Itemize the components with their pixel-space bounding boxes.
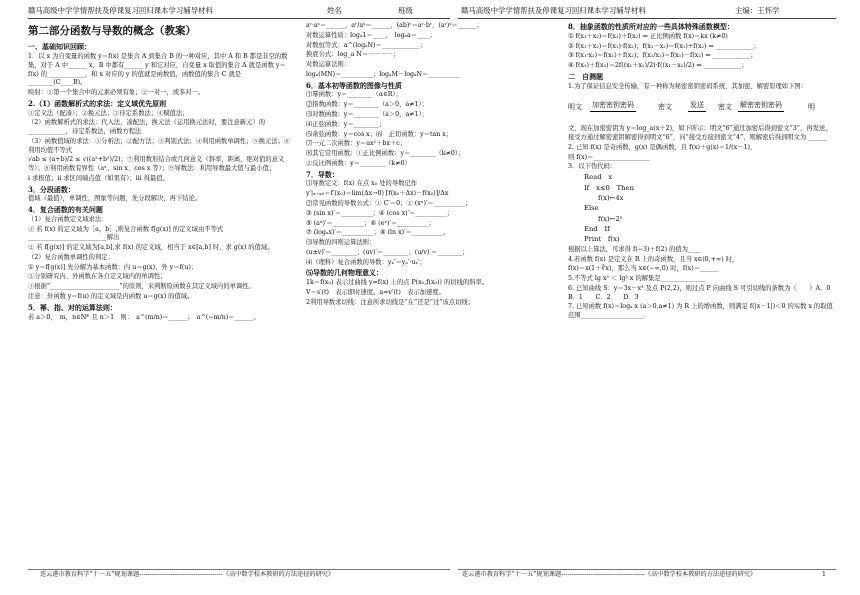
flow-ciphertext-2: 密文 xyxy=(718,103,732,112)
page-number: 1 xyxy=(822,571,826,578)
flow-ciphertext: 密文 xyxy=(658,103,672,112)
footer-rule-left xyxy=(28,569,450,570)
text-line: （3）函数值域的求法：①分析法；②配方法；③判别式法；④利用函数单调性；⑤换元法；⑥利用均值不等式 xyxy=(28,137,291,154)
flow-decrypt-key: 解密密钥密码 xyxy=(738,101,784,112)
text-line: √ab ≤ (a+b)/2 ≤ √((a²+b²)/2)；⑦利用数形结合或几何意义（斜率，距离，绝对值的意义等）；⑧利用函数有界性（aˣ、sin x、cos x 等）；⑨导数法：利用导数最大值与最小值； xyxy=(28,156,285,173)
footer-right: 连云港市教育科学“十一五”规划课题----------------------------------------《高中数学校本教研的方法途径的研究》 xyxy=(462,571,757,578)
text-line: ③根据“______________________”的原则，来判断原函数在其定义域内的单调性。 xyxy=(28,283,255,291)
text-line: ② 若 f[g(x)] 的定义域为[a,b],求 f(x) 的定义域，相当于 x∈[a,b] 时，求 g(x) 的值域。 xyxy=(28,244,274,252)
header-left-title: 赣马高级中学学情帮扶及停课复习回归课本学习辅导材料 xyxy=(28,6,213,15)
text-line: （2）函数解析式的求法：代入法，凑配法，换元法（运用换元法时，要注意新元）的____________，待定系数法，函数方程法 xyxy=(28,119,265,136)
text-line: i 求极值；ii 求区间端点值（如果有）；iii 得最值。 xyxy=(28,174,169,182)
text-line: ⑷（理科）复合函数的导数：yₓ′＝yᵤ′·uₓ′； xyxy=(306,258,426,266)
pseudocode-line: f(x)←2ˣ xyxy=(598,214,623,223)
text-line: 对数恒等式：a^(logₐN)＝____________； xyxy=(306,41,426,49)
text-line: ②分别研究内、外函数在各自定义域内的单调性； xyxy=(28,273,167,281)
text-line: logₐ(MN)＝__________；logₐM－logₐN＝__________ xyxy=(306,70,460,78)
section-heading: 8．抽象函数的性质所对应的一些具体特殊函数模型： xyxy=(568,22,734,31)
header-editor: 主编：王怀学 xyxy=(735,6,780,15)
text-line: 2利用导数求切线：注意所求切线是“在”还是“过”该点切线； xyxy=(306,298,475,306)
column-2 xyxy=(306,22,556,577)
pseudocode-line: If x≤0 Then xyxy=(584,183,634,192)
text-line: ⑺一元二次函数：y＝ax²＋bx＋c； xyxy=(306,140,407,148)
text-line: 注意：外函数 y＝f(u) 的定义域是内函数 u＝g(x) 的值域。 xyxy=(28,293,194,301)
text-line: ⑸余弦函数：y＝cos x；⑹ 正切函数：y＝tan x； xyxy=(306,130,453,138)
text-line: ⑶导数的四则运算法则： xyxy=(306,239,376,247)
text-line: ① 若 f(x) 的定义域为［a，b］,则复合函数 f[g(x)] 的定义域由不等式_________________________解出 xyxy=(28,225,224,242)
text-line: ①定义法（配凑）；②换元法；③待定系数法；④赋值法； xyxy=(28,109,189,117)
page-title: 第二部分函数与导数的概念（教案） xyxy=(28,25,196,37)
text-line: 1．以 x 为自变量的函数 y＝f(x) 是集合 A 到集合 B 的一种对应，其中 A 和 B 都是非空的数集，对于 A 中______ x，B 中都有______ y 和它对应，自变量 x 取值的集合 A 就是函数 y＝f(x) 的____________，和 x 对应的 y 的值就是函数值，函数值的集合 C 就是________(C____B)。 xyxy=(28,53,288,87)
text-line: 7. 已知函数 f(x)＝logₐ x (a＞0,a≠1) 为 R 上的增函数，则满足 f(|x－1|)＜0 的实数 x 的取值范围____________________． xyxy=(568,303,833,320)
text-line: 换底公式：log_a N＝－－－－； xyxy=(306,51,400,59)
column-3 xyxy=(568,22,843,577)
text-line: ②反比例函数：y＝________（k≠0） xyxy=(306,159,411,167)
header-name-label: 姓名 xyxy=(327,6,342,15)
flow-plaintext: 明文 xyxy=(568,103,582,112)
text-line: ② f(x₁＋x₂)＝f(x₁)·f(x₂)；f(x₁－x₂)＝f(x₁)÷f(x₂) ⇒ ____________； xyxy=(568,42,760,50)
footer-rule-right xyxy=(458,569,836,570)
text-line: y′|ₓ₌ₓ₀＝f′(x₀)＝lim(Δx→0) [f(x₀＋Δx)－f(x₀)]/Δx xyxy=(306,190,449,198)
pseudocode-line: End If xyxy=(584,225,610,233)
column-1 xyxy=(28,22,294,577)
flow-send: 发送 xyxy=(688,101,706,112)
text-line: ⑴幂函数：y＝________（α∈R）； xyxy=(306,91,402,99)
text-line: 若 a＞0， m，n∈N* 且 n＞1 则： a^(m/n)＝______； a^(−m/n)＝______。 xyxy=(28,313,260,321)
text-line: 则 f(x)＝__________________ xyxy=(568,153,651,161)
footer-left: 连云港市教育科学“十一五”规划课题----------------------------------------《高中数学校本教研的方法途径的研究》 xyxy=(40,571,335,578)
text-line: 根据以上算法，可求得 f(−3)＋f(2) 的值为____ xyxy=(568,245,701,253)
text-line: 映射：①第一个集合中的元素必须有象；②一对一，或多对一。 xyxy=(28,89,205,97)
text-line: ① y＝f[g(x)] 先分解为基本函数：内 u＝g(x)、外 y＝f(u)； xyxy=(28,263,198,271)
section-heading: 6．基本初等函数的图像与性质 xyxy=(306,80,402,90)
text-line: 对数运算法则： xyxy=(306,61,351,69)
text-line: aʳ·aˢ＝______，aʳ/aˢ＝______，(ab)ʳ＝aʳ·bʳ，(aʳ)ˢ＝______； xyxy=(306,22,483,29)
text-line: 4.若函数 f(x) 是定义在 R 上的奇函数，且当 x∈(0,+∞) 时， xyxy=(568,255,739,263)
section-heading: 一、基础知识回顾： xyxy=(28,42,91,52)
text-line: ⑻其它常用函数：①正比例函数：y＝________（k≠0）； xyxy=(306,150,465,158)
text-line: ⑦ (logₐx)′＝__________；⑧ (ln x)′＝__________。 xyxy=(306,229,450,237)
section-heading: 5．幂、指、对的运算法则： xyxy=(28,302,117,312)
text-line: ⑶对数函数：y＝________（a＞0，a≠1）； xyxy=(306,111,428,118)
text-line: ③ f(x₁·x₂)＝f(x₁)＋f(x₂)；f(x₁/x₂)＝f(x₁)－f(x₂) ⇒ ____________； xyxy=(568,52,757,60)
header-rule-right xyxy=(458,18,836,19)
text-line: 5.不等式 lg x² ＜ lg² x 的解集是______________ xyxy=(568,275,705,283)
text-line: 1k＝f(x₀) 表示过曲线 y=f(x) 上的点 P(x₀,f(x₀)) 的切线的斜率。 xyxy=(306,279,489,287)
section-heading: 3．分段函数： xyxy=(28,184,75,194)
text-line: 值域（最值），单调性，图象等问题，先分段解决，再下结论。 xyxy=(28,195,202,203)
pseudocode-line: f(x)←4x xyxy=(598,193,624,202)
flow-plaintext-2: 明 xyxy=(808,103,815,112)
text-line: （2）复合函数单调性的判定： xyxy=(28,253,114,261)
text-line: 3．以下伪代码： xyxy=(568,163,617,171)
text-line: ⑴导数定义：f(x) 在点 x₀ 处的导数记作 xyxy=(306,180,418,188)
section-heading: 2.（1）函数解析式的求法：定义域优先原则 xyxy=(28,98,167,108)
pseudocode-line: Else xyxy=(584,204,599,213)
text-line: （1）复合函数定义域求法： xyxy=(28,215,108,223)
pseudocode-line: Print f(x) xyxy=(584,235,620,244)
encryption-flow-diagram xyxy=(568,95,836,121)
text-line: ③ (sin x)′＝__________；④ (cos x)′＝__________； xyxy=(306,209,454,217)
header-rule-left xyxy=(28,18,450,19)
section-heading: 4．复合函数的有关问题 xyxy=(28,205,103,215)
text-line: ① f(x₁＋x₂)＝f(x₁)＋f(x₂) ⇒ 正比例函数 f(x)＝kx (k≠0) xyxy=(568,32,728,40)
text-line: ⑤ (aˣ)′＝__________；⑥ (eˣ)′＝__________； xyxy=(306,219,435,227)
text-line: 2. 已知 f(x) 是奇函数，g(x) 是偶函数，且 f(x)＋g(x)＝1/(x－1)， xyxy=(568,143,757,151)
text-line: ⑵常见函数的导数公式：① C′＝0；② (xⁿ)′＝__________； xyxy=(306,200,472,207)
text-line: V＝s′(t) 表示即时速度。a=v′(t) 表示加速度。 xyxy=(306,289,445,296)
pseudocode-line: Read x xyxy=(584,173,613,182)
text-line: 1.为了保证信息安全传输，有一种称为秘密密钥密码系统，其加密、解密原理如下图： xyxy=(568,82,807,90)
section-heading: 二 自测题 xyxy=(568,71,603,81)
text-line: (u±v)′＝________；(uv)′＝________；(u/v)′＝________； xyxy=(306,248,469,256)
header-right-title: 赣马高级中学学情帮扶及停课复习回归课本学习辅导材料 xyxy=(461,6,646,15)
section-heading: 7．导数： xyxy=(306,169,339,179)
text-line: 文，现在加密密钥为 y＝log_a(x＋2)，如下所示：明文“6”通过加密后得到密文“3”，再发送，接受方通过解密密钥解密得到明文“6”，问“接受方接到密文“4”，则解密后得到明文为 ______ xyxy=(568,125,832,141)
text-line: 6. 已知曲线 S：y＝3x－x³ 及点 P(2,2)，则过点 P 向曲线 S 可引切线的条数为（ ）A．0 B．1 C．2 D．3 xyxy=(568,284,843,301)
header-class-label: 班级 xyxy=(398,6,413,15)
text-line: ④ f(x₁)＋f(x₂)＝2f((x₁＋x₂)/2)·f((x₁－x₂)/2) ⇒ ____________； xyxy=(568,62,748,70)
text-line: ⑷正弦函数：y＝________； xyxy=(306,120,386,128)
flow-encrypt-key: 加密密钥密码 xyxy=(590,101,636,112)
text-line: 对数运算性质：logₐ1＝____， logₐa＝____； xyxy=(306,31,436,39)
text-line: f(x)＝x(1＋∛x)，那么当 x∈(−∞,0) 时，f(x)＝______ xyxy=(568,265,719,273)
text-line: ⑵指数函数：y＝________（a＞0，a≠1）； xyxy=(306,101,428,109)
section-heading: ⑸导数的几何物理意义： xyxy=(306,268,383,278)
